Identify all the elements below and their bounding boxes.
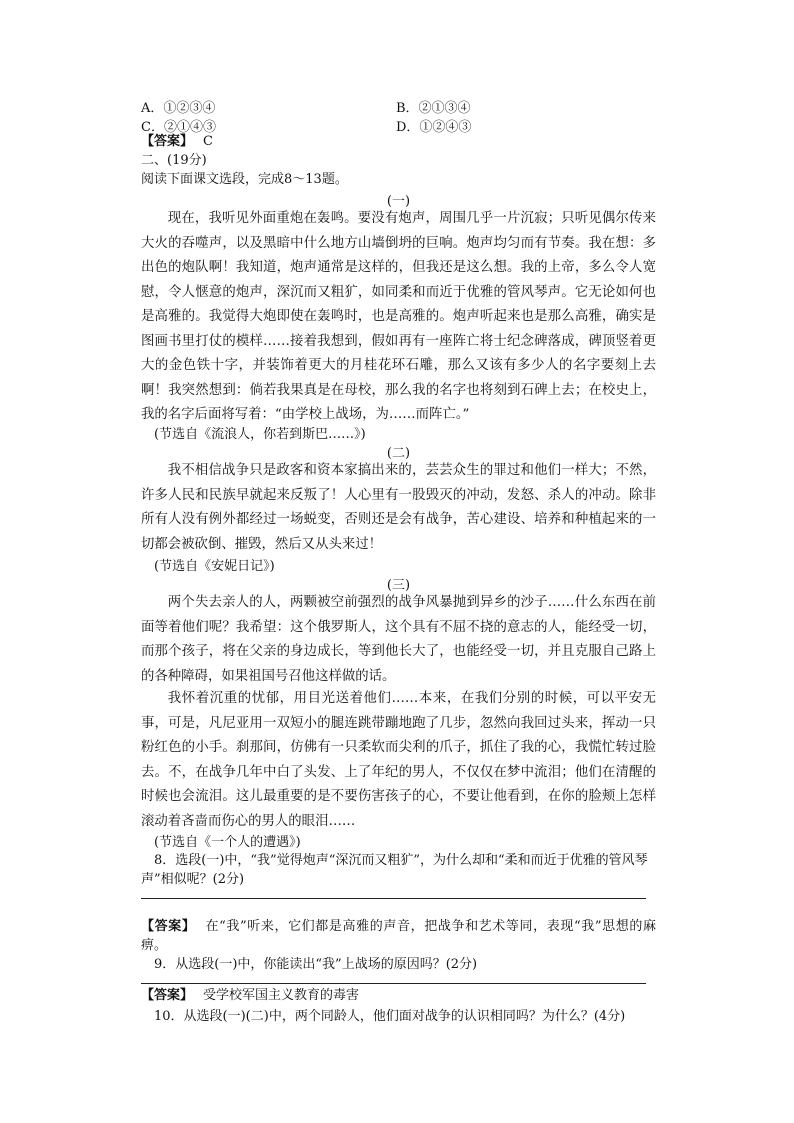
option-c: C．②①④③ [141, 120, 216, 135]
answer-7-text: C [203, 134, 213, 149]
passage1-source: (节选自《流浪人，你若到斯巴……》) [154, 427, 366, 442]
answer-8 [141, 917, 656, 955]
option-b: B．②①③④ [396, 101, 471, 116]
answer-tag: 【答案】 [141, 919, 196, 934]
passage3-label: (三) [386, 578, 411, 593]
answer-8-text: 在“我”听来，它们都是高雅的声音，把战争和艺术等同，表现“我”思想的麻痹。 [141, 919, 656, 953]
passage3-text1: 两个失去亲人的人，两颗被空前强烈的战争风暴抛到异乡的沙子……什么东西在前面等着他们呢？我希望：这个俄罗斯人，这个具有不屈不挠的意志的人，能经受一切，而那个孩子，将在父亲的身边成长，等到他长大了，也能经受一切，并且克服自己路上的各种障碍，如果祖国号召他这样做的话。 [141, 595, 656, 684]
answer-tag: 【答案】 [141, 134, 194, 149]
passage2-text: 我不相信战争只是政客和资本家搞出来的，芸芸众生的罪过和他们一样大；不然，许多人民和民族早就起来反叛了！人心里有一股毁灭的冲动，发怒、杀人的冲动。除非所有人没有例外都经过一场蜕变，否则还是会有战争，苦心建设、培养和种植起来的一切都会被砍倒、摧毁，然后又从头来过！ [141, 463, 656, 552]
passage2-label: (二) [386, 446, 411, 461]
answer-tag: 【答案】 [141, 988, 194, 1003]
passage2-source: (节选自《安妮日记》) [154, 559, 275, 574]
options-row-1 [141, 97, 656, 115]
question-8: 8．选段(一)中，“我”觉得炮声“深沉而又粗犷”，为什么却和“柔和而近于优雅的管风琴声”相似呢？(2分) [141, 853, 648, 887]
passage3-source: (节选自《一个人的遭遇》) [154, 835, 301, 850]
instruction: 阅读下面课文选段，完成8～13题。 [141, 172, 348, 187]
option-d: D．①②④③ [396, 120, 472, 135]
answer-9 [141, 988, 656, 1004]
section-title: 二、(19分) [141, 153, 207, 168]
passage1-text: 现在，我听见外面重炮在轰鸣。要没有炮声，周围几乎一片沉寂；只听见偶尔传来大火的吞噬声，以及黑暗中什么地方山墙倒坍的巨响。炮声均匀而有节奏。我在想：多出色的炮队啊！我知道，炮声通常是这样的，但我还是这么想。我的上帝，多么令人宽慰，令人惬意的炮声，深沉而又粗犷，如同柔和而近于优雅的管风琴声。它无论如何也是高雅的。我觉得大炮即使在轰鸣时，也是高雅的。炮声听起来也是那么高雅，确实是图画书里打仗的模样……接着我想到，假如再有一座阵亡将士纪念碑落成，碑顶竖着更大的金色铁十字，并装饰着更大的月桂花环石雕，那么又该有多少人的名字要刻上去啊！我突然想到：倘若我果真是在母校，那么我的名字也将刻到石碑上去；在校史上，我的名字后面将写着：“由学校上战场，为……而阵亡。” [141, 211, 656, 422]
answer-7 [141, 134, 656, 150]
options-row-2 [141, 116, 656, 134]
passage1-label: (一) [386, 194, 411, 209]
option-a: A．①②③④ [141, 101, 216, 116]
question-9: 9．从选段(一)中，你能读出“我”上战场的原因吗？(2分) [154, 957, 478, 972]
passage3-text2: 我怀着沉重的忧郁，用目光送着他们……本来，在我们分别的时候，可以平安无事，可是，凡尼亚用一双短小的腿连跳带蹦地跑了几步，忽然向我回过头来，挥动一只粉红色的小手。刹那间，仿佛有一只柔软而尖利的爪子，抓住了我的心，我慌忙转过脸去。不，在战争几年中白了头发、上了年纪的男人，不仅仅在梦中流泪；他们在清醒的时候也会流泪。这儿最重要的是不要伤害孩子的心，不要让他看到，在你的脸颊上怎样滚动着吝啬而伤心的男人的眼泪…… [141, 691, 656, 829]
answer-line-9 [141, 983, 646, 984]
answer-9-text: 受学校军国主义教育的毒害 [203, 988, 360, 1003]
question-10: 10．从选段(一)(二)中，两个同龄人，他们面对战争的认识相同吗？为什么？(4分) [154, 1009, 626, 1024]
answer-line-8 [141, 898, 646, 899]
